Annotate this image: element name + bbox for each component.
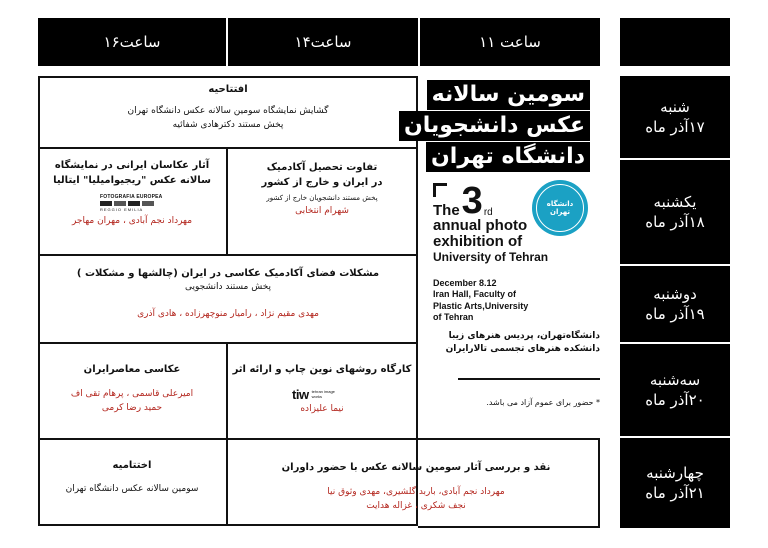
event-note: پخش مستند دانشجویان خارج از کشور <box>266 194 378 202</box>
header-col-11 <box>420 18 600 66</box>
logo-subtext: REGGIO EMILIA <box>100 207 144 212</box>
event-venue: Iran Hall, Faculty of <box>433 289 517 300</box>
event-venue-fa <box>428 330 600 355</box>
event-speakers: نجف شکری ، غزاله هدایت <box>366 501 466 512</box>
day-wednesday <box>620 438 730 528</box>
event-opening <box>40 82 416 132</box>
event-academic-problems <box>40 266 416 321</box>
event-title: تفاوت تحصیل آکادمیک <box>266 162 378 173</box>
grid-rule <box>38 342 418 344</box>
day-tuesday <box>620 344 730 436</box>
event-en-title <box>433 180 603 265</box>
tiw-logo <box>292 387 352 402</box>
event-title: مشکلات فضای آکادمیک عکاسی در ایران (چالشها و مشکلات ) <box>76 268 380 279</box>
event-line: پخش مستند دکترهادی شفائیه <box>172 119 284 130</box>
event-speakers: حمید رضا کرمی <box>101 403 163 414</box>
event-date: December 8.12 <box>433 278 497 288</box>
day-date: ۱۹آذر ماه <box>645 305 705 323</box>
event-date-venue <box>433 278 603 323</box>
event-title: افتتاحیه <box>208 84 248 95</box>
header-col-11-label: ساعت ۱۱ <box>479 33 541 51</box>
en-number: 3 <box>461 180 483 222</box>
day-name: سه‌شنبه <box>649 370 701 389</box>
event-venue: of Tehran <box>433 311 474 322</box>
en-the: The <box>433 202 460 220</box>
event-title: نقد و بررسی آثار سومین سالانه عکس با حضور داوران <box>281 462 551 473</box>
day-name: چهارشنبه <box>646 463 704 482</box>
event-speakers: مهرداد نجم آبادی، باربد گلشیری، مهدی وثوق نیا <box>327 487 505 497</box>
day-date: ۲۰آذر ماه <box>645 391 705 409</box>
event-title: در ایران و خارج از کشور <box>261 177 383 188</box>
day-date: ۱۷آذر ماه <box>645 118 705 136</box>
event-fa-title-3: دانشگاه تهران <box>426 142 590 172</box>
en-line: exhibition of <box>433 232 523 250</box>
header-col-16-label: ساعت۱۶ <box>103 33 161 51</box>
event-fa-title-1: سومین سالانه <box>427 80 590 110</box>
event-venue: Plastic Arts,University <box>433 300 529 311</box>
grid-rule <box>226 343 228 439</box>
grid-rule <box>226 148 228 255</box>
day-saturday <box>620 76 730 158</box>
en-rd: rd <box>483 207 493 219</box>
event-title: سالانه عکس "ریجیوامیلیا" ایتالیا <box>53 175 211 186</box>
note-divider <box>458 378 600 380</box>
event-line: گشایش نمایشگاه سومین سالانه عکس دانشگاه تهران <box>127 106 329 116</box>
event-speakers: نیما علیزاده <box>300 404 344 414</box>
grid-rule <box>226 439 228 526</box>
day-date: ۲۱آذر ماه <box>645 484 705 502</box>
grid-rule <box>598 438 600 528</box>
event-title: آثار عکاسان ایرانی در نمایشگاه <box>54 160 210 171</box>
day-name: دوشنبه <box>653 284 697 303</box>
en-line: University of Tehran <box>433 249 549 264</box>
logo-text: tiw <box>292 387 309 402</box>
event-title: اختتامیه <box>112 460 152 471</box>
day-monday <box>620 266 730 342</box>
grid-rule <box>38 147 418 149</box>
event-closing <box>42 458 222 497</box>
event-venue-fa-line: دانشکده هنرهای تجسمی تالارایران <box>445 343 600 354</box>
day-name: یکشنبه <box>653 192 697 211</box>
fotografia-europea-logo <box>100 194 164 212</box>
event-academic-education <box>232 160 412 218</box>
event-speakers: مهرداد نجم آبادی ، مهران مهاجر <box>71 216 193 226</box>
header-col-14-label: ساعت۱۴ <box>294 33 352 51</box>
event-title: عکاسی معاصرایران <box>83 364 181 375</box>
event-line: پخش مستند دانشجویی <box>184 282 272 292</box>
event-fa-title-2: عکس دانشجویان <box>399 111 590 141</box>
grid-rule <box>38 254 418 256</box>
day-date: ۱۸آذر ماه <box>645 213 705 231</box>
event-workshop <box>232 362 412 416</box>
header-col-16 <box>38 18 226 66</box>
event-title: کارگاه روشهای نوین چاپ و ارائه اثر <box>232 364 412 375</box>
event-speakers: امیرعلی قاسمی ، پرهام تقی اف <box>70 389 194 399</box>
day-sunday <box>620 160 730 264</box>
logo-text: FOTOGRAFIA EUROPEA <box>100 194 163 200</box>
en-line: annual photo <box>433 217 528 235</box>
university-logo-text: دانشگاه تهران <box>546 199 574 216</box>
event-venue-fa-line: دانشگاه‌تهران، پردیس هنرهای زیبا <box>448 331 600 341</box>
event-speakers: شهرام انتخابی <box>295 205 349 216</box>
event-contemporary <box>42 362 222 416</box>
logo-subtext: tehran image works <box>311 389 335 399</box>
event-speakers: مهدی مقیم نژاد ، رامیار منوچهرزاده ، هادی آذری <box>137 308 319 319</box>
grid-rule <box>38 438 600 440</box>
day-name: شنبه <box>660 97 690 116</box>
logo-bars <box>100 201 164 206</box>
header-corner <box>620 18 730 66</box>
event-iranian-photographers <box>42 158 222 228</box>
grid-rule <box>418 526 600 528</box>
event-line: سومین سالانه عکس دانشگاه تهران <box>65 484 199 494</box>
event-critique <box>240 460 592 514</box>
event-note: * حضور برای عموم آزاد می باشد. <box>486 398 600 407</box>
header-col-14 <box>228 18 418 66</box>
